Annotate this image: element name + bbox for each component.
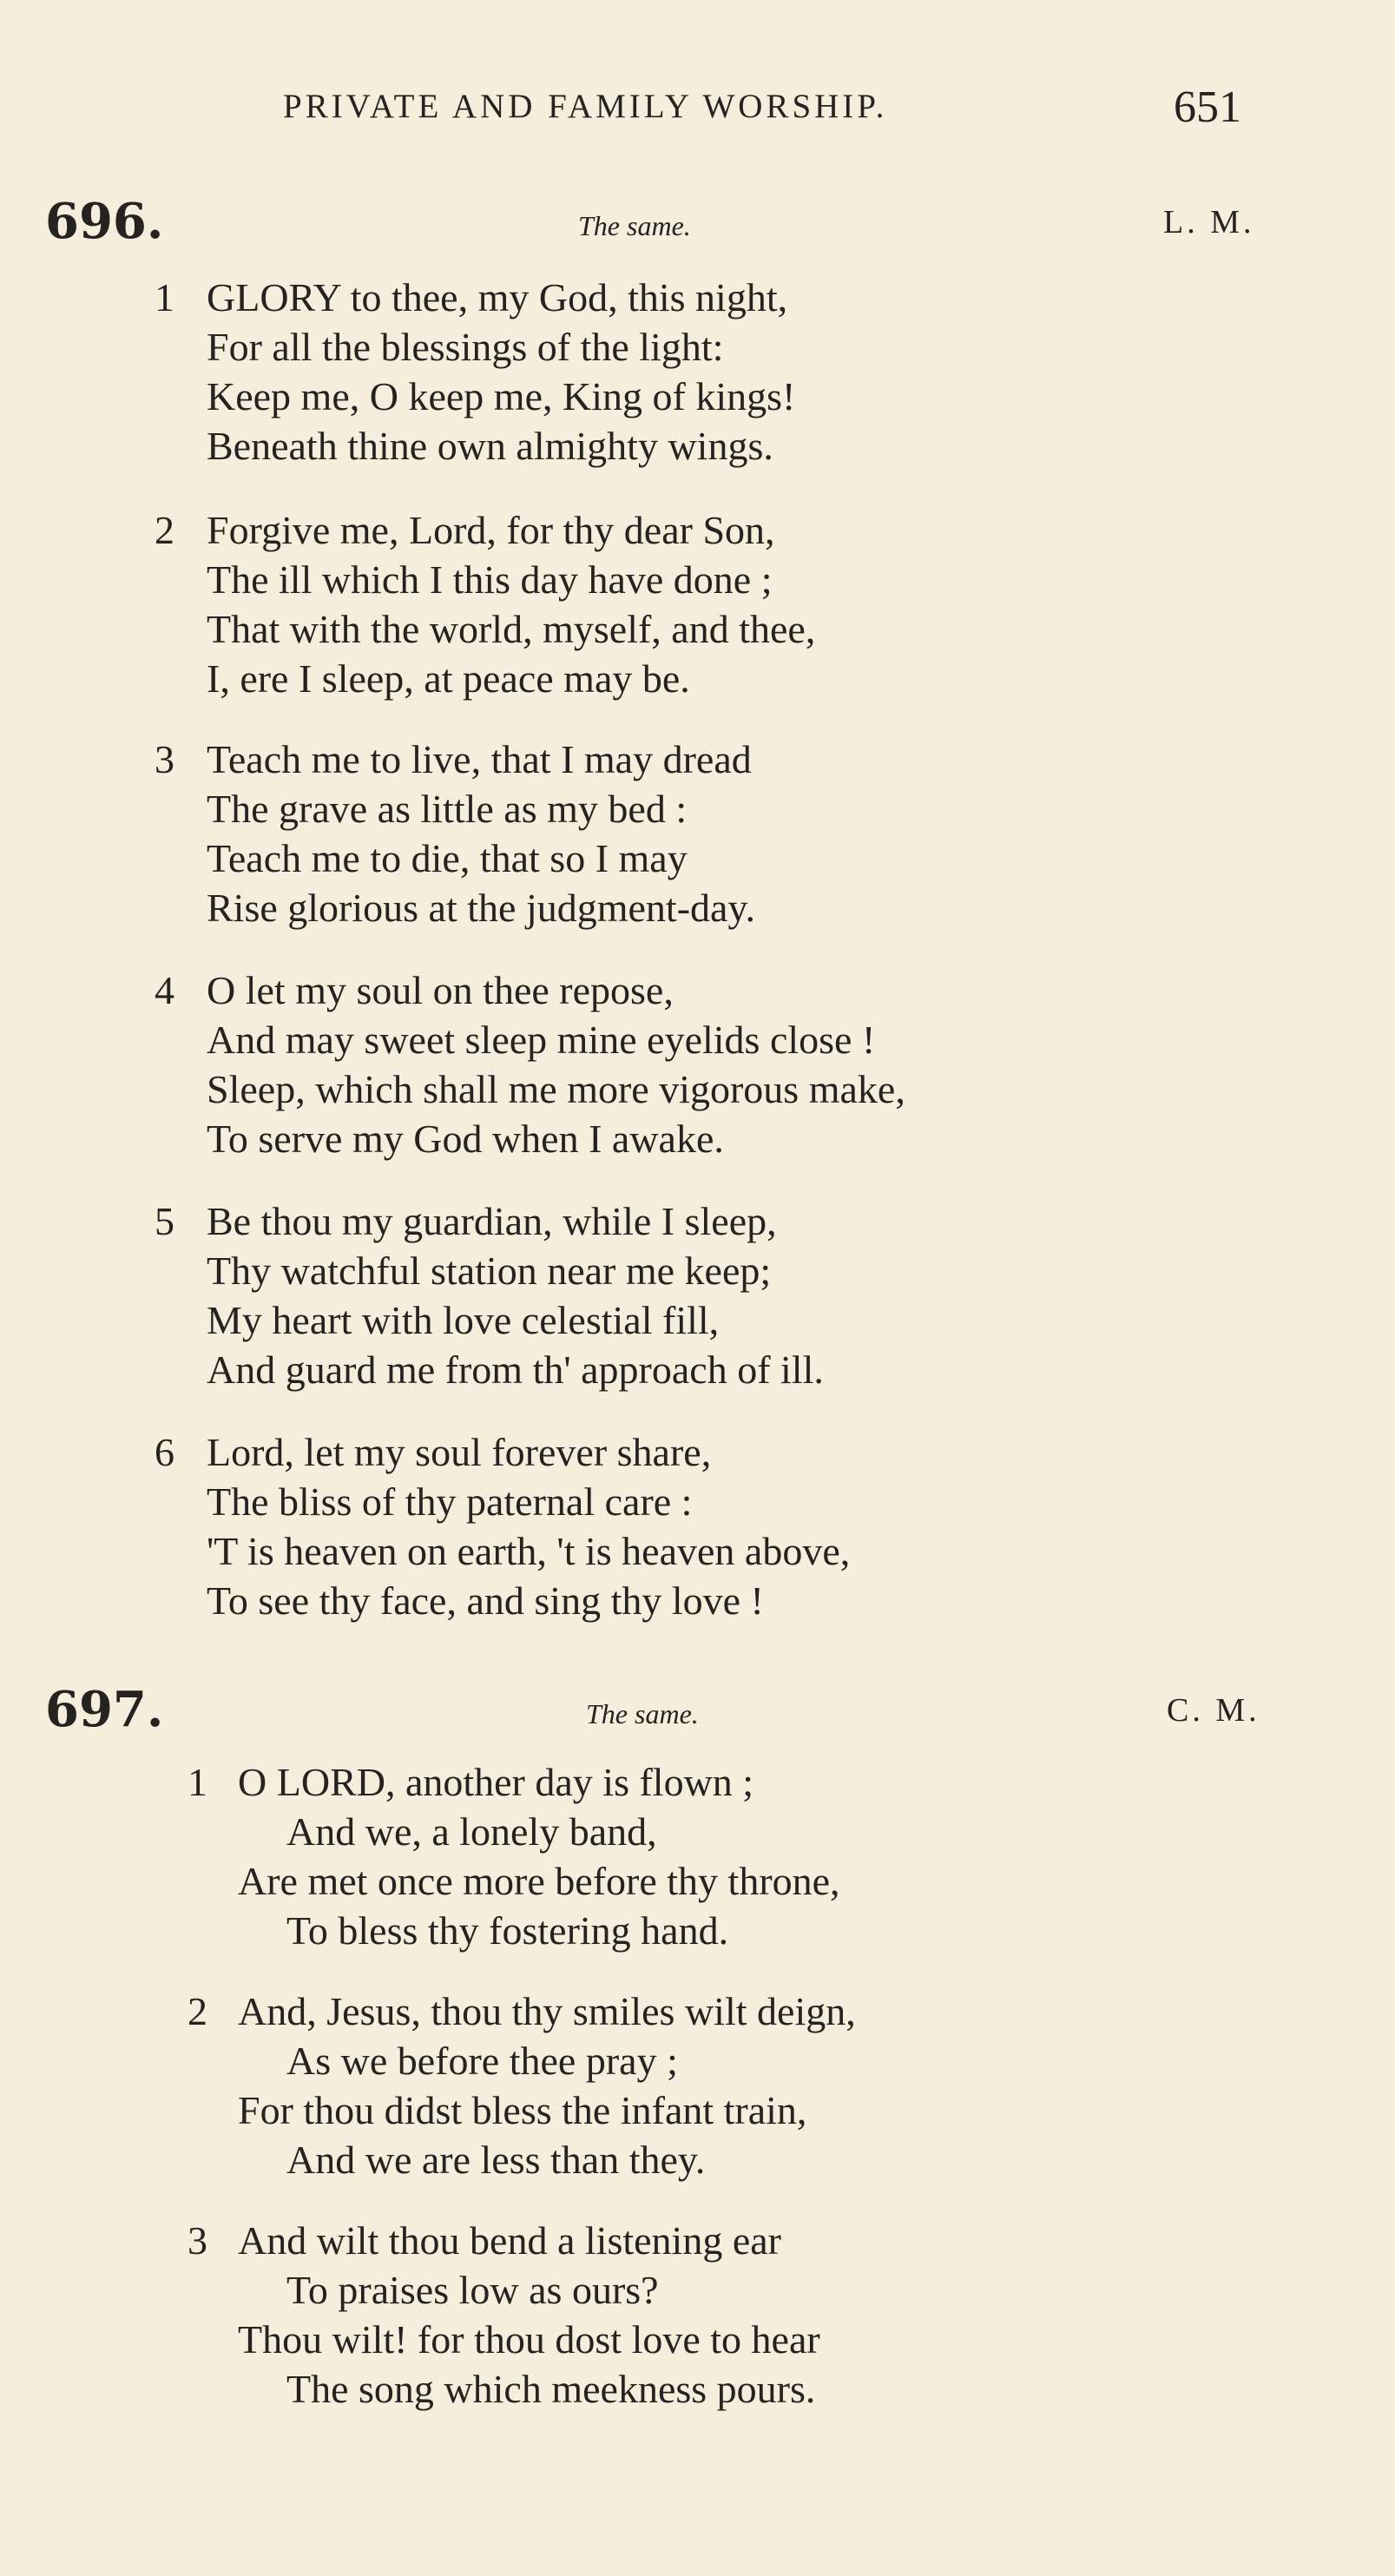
verse-line: And, Jesus, thou thy smiles wilt deign, [238,1989,856,2033]
stanza-number: 2 [155,508,174,552]
verse-line: My heart with love celestial fill, [207,1298,720,1342]
verse-line: Keep me, O keep me, King of kings! [207,374,796,418]
verse-line: And guard me from th' approach of ill. [207,1347,824,1392]
verse-line: For all the blessings of the light: [207,325,724,369]
verse-line: And wilt thou bend a listening ear [238,2218,781,2263]
verse-line: To bless thy fostering hand. [286,1908,729,1953]
stanza-number: 3 [155,737,174,781]
verse-line: O let my soul on thee repose, [207,968,674,1012]
verse-line: 'T is heaven on earth, 't is heaven above, [207,1529,851,1573]
stanza-number: 1 [188,1760,207,1804]
verse-line: The grave as little as my bed : [207,787,688,831]
stanza-number: 4 [155,968,174,1012]
hymn-meter: L. M. [1163,204,1255,240]
stanza-number: 1 [155,275,174,320]
verse-line: To see thy face, and sing thy love ! [207,1578,764,1623]
stanza-number: 6 [155,1430,174,1474]
verse-line: Beneath thine own almighty wings. [207,424,773,468]
verse-line: Lord, let my soul forever share, [207,1430,712,1474]
verse-line: Teach me to die, that so I may [207,836,688,880]
hymn-number: 697. [45,1681,164,1738]
verse-line: The song which meekness pours. [286,2367,816,2411]
verse-line: Thou wilt! for thou dost love to hear [238,2317,820,2362]
verse-line: O LORD, another day is flown ; [238,1760,754,1804]
verse-line: The ill which I this day have done ; [207,557,773,602]
verse-line: And may sweet sleep mine eyelids close ! [207,1018,876,1062]
hymn-meter: C. M. [1167,1692,1260,1729]
verse-line: Be thou my guardian, while I sleep, [207,1199,777,1243]
running-head: PRIVATE AND FAMILY WORSHIP. [283,88,888,125]
verse-line: Thy watchful station near me keep; [207,1248,772,1293]
hymn-header-696 [0,193,1395,254]
verse-line: To serve my God when I awake. [207,1117,724,1161]
verse-line: GLORY to thee, my God, this night, [207,275,788,320]
verse-line: That with the world, myself, and thee, [207,607,816,651]
verse-line: I, ere I sleep, at peace may be. [207,656,690,701]
hymn-number: 696. [45,193,164,250]
page-number: 651 [1174,82,1241,132]
verse-line: Sleep, which shall me more vigorous make, [207,1067,905,1111]
hymn-title: The same. [578,210,691,241]
verse-line: Are met once more before thy throne, [238,1859,840,1903]
stanza-number: 5 [155,1199,174,1243]
verse-line: And we, a lonely band, [286,1809,657,1854]
verse-line: The bliss of thy paternal care : [207,1479,693,1524]
verse-line: As we before thee pray ; [286,2039,678,2083]
stanza-number: 3 [188,2218,207,2263]
verse-line: Teach me to live, that I may dread [207,737,752,781]
verse-line: For thou didst bless the infant train, [238,2088,807,2132]
hymn-title: The same. [586,1698,699,1729]
stanza-number: 2 [188,1989,207,2033]
verse-line: And we are less than they. [286,2138,706,2182]
verse-line: Rise glorious at the judgment-day. [207,886,755,930]
verse-line: Forgive me, Lord, for thy dear Son, [207,508,775,552]
hymn-header-697 [0,1681,1395,1742]
verse-line: To praises low as ours? [286,2268,659,2312]
